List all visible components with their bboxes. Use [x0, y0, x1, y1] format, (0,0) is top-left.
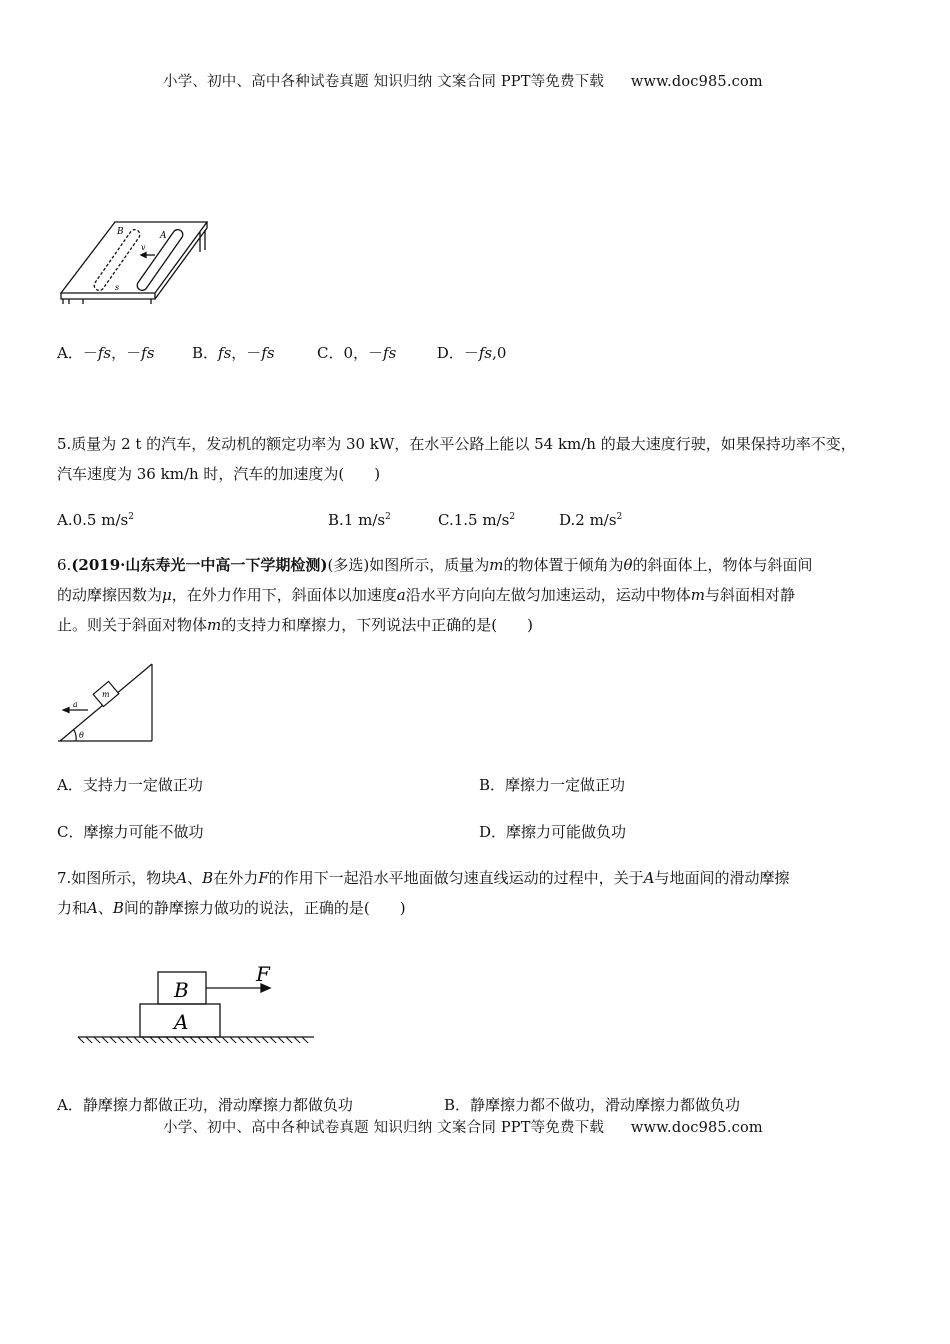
header-url[interactable]: www.doc985.com: [630, 74, 763, 90]
q7-label-a: A: [174, 1010, 189, 1034]
q4-label-b: B: [117, 227, 124, 237]
q4-option-a[interactable]: A．－fs，－fs: [57, 344, 155, 362]
q5-option-a[interactable]: A.0.5 $m/s^2$: [57, 511, 134, 529]
q4-label-v: v: [141, 243, 146, 252]
q4-label-a: A: [160, 231, 167, 241]
q6-incline-figure: [58, 662, 158, 744]
q7-label-f: F: [256, 962, 270, 986]
q6-stem-line2: 的动摩擦因数为μ，在外力作用下，斜面体以加速度a沿水平方向向左做匀加速运动，运动中物体m与斜面相对静: [57, 586, 795, 604]
q5-option-b[interactable]: B.1 $m/s^2$: [328, 511, 391, 529]
q4-label-s: s: [115, 283, 120, 292]
q6-stem-line1: 6.(2019·山东寿光一中高一下学期检测)(多选)如图所示，质量为m的物体置于倾角为θ的斜面体上，物体与斜面间: [57, 556, 813, 574]
q6-stem-line3: 止。则关于斜面对物体m的支持力和摩擦力，下列说法中正确的是( ): [57, 616, 533, 634]
q6-label-m: m: [102, 690, 110, 699]
q7-blocks-figure: [78, 962, 318, 1052]
q6-source: (2019·山东寿光一中高一下学期检测): [71, 556, 328, 574]
q6-option-a[interactable]: A．支持力一定做正功: [57, 776, 203, 794]
q5-option-d[interactable]: D.2 $m/s^2$: [559, 511, 623, 529]
q4-option-d[interactable]: D．－fs,0: [436, 344, 507, 362]
q7-label-b: B: [174, 978, 189, 1002]
footer-url[interactable]: www.doc985.com: [630, 1120, 763, 1136]
q7-stem-line1: 7.如图所示，物块A、B在外力F的作用下一起沿水平地面做匀速直线运动的过程中，关于A与地面间的滑动摩擦: [57, 869, 790, 887]
footer-text: 小学、初中、高中各种试卷真题 知识归纳 文案合同 PPT等免费下载: [163, 1120, 605, 1136]
q6-label-a: a: [73, 700, 78, 709]
q6-option-b[interactable]: B．摩擦力一定做正功: [479, 776, 626, 794]
q6-label-theta: θ: [79, 731, 84, 740]
q4-option-b[interactable]: B．fs，－fs: [192, 344, 275, 362]
q5-stem-line2: 汽车速度为 36 km/h 时，汽车的加速度为( ): [57, 465, 381, 483]
page-header: [163, 70, 763, 91]
q5-stem-line1: 5.质量为 2 t 的汽车，发动机的额定功率为 30 kW，在水平公路上能以 54 km/h 的最大速度行驶，如果保持功率不变，: [57, 435, 856, 453]
q4-table-figure: [55, 218, 215, 308]
page-footer: [163, 1116, 763, 1137]
q6-option-c[interactable]: C．摩擦力可能不做功: [57, 823, 204, 841]
q6-option-d[interactable]: D．摩擦力可能做负功: [479, 823, 627, 841]
q5-option-c[interactable]: C.1.5 $m/s^2$: [438, 511, 516, 529]
q7-stem-line2: 力和A、B间的静摩擦力做功的说法，正确的是( ): [57, 899, 406, 917]
q7-option-a[interactable]: A．静摩擦力都做正功，滑动摩擦力都做负功: [57, 1096, 353, 1114]
header-text: 小学、初中、高中各种试卷真题 知识归纳 文案合同 PPT等免费下载: [163, 74, 605, 90]
q4-options: [57, 343, 506, 363]
q7-option-b[interactable]: B．静摩擦力都不做功，滑动摩擦力都做负功: [444, 1096, 741, 1114]
q4-option-c[interactable]: C．0，－fs: [317, 344, 397, 362]
